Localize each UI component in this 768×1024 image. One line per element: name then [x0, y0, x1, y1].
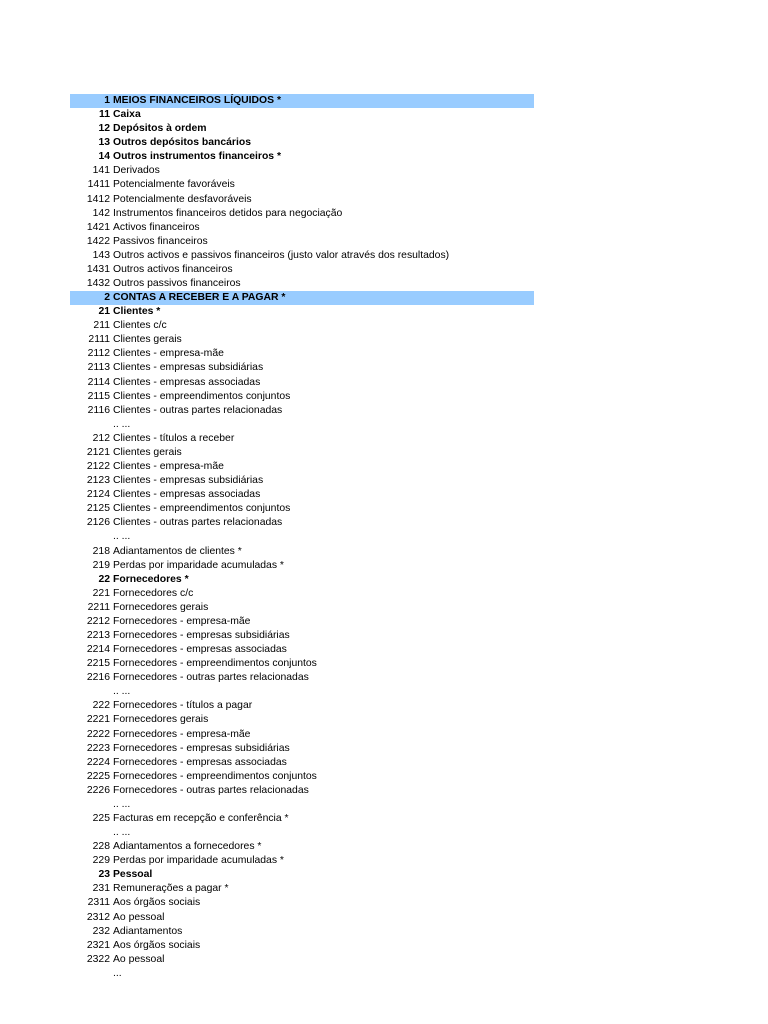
account-code: 14 [98, 151, 110, 163]
account-description: Fornecedores - outras partes relacionadas [113, 672, 309, 684]
account-row [70, 882, 534, 896]
account-code: 1422 [86, 235, 110, 247]
account-row [70, 629, 534, 643]
account-description: Fornecedores - empresas subsidiárias [113, 629, 290, 641]
account-row [70, 305, 534, 319]
account-code: 2222 [86, 728, 110, 740]
account-description: Facturas em recepção e conferência * [113, 812, 289, 824]
account-description: Fornecedores - empreendimentos conjuntos [113, 770, 317, 782]
account-row [70, 657, 534, 671]
account-row [70, 685, 534, 699]
account-code: 2321 [86, 939, 110, 951]
account-description: Fornecedores c/c [113, 587, 194, 599]
account-description: Fornecedores gerais [113, 601, 209, 613]
account-code: 12 [98, 123, 110, 135]
account-code: 228 [92, 841, 110, 853]
account-description: Fornecedores - empresas associadas [113, 756, 287, 768]
account-code: 221 [92, 587, 110, 599]
account-code: 232 [92, 925, 110, 937]
account-description: Clientes - outras partes relacionadas [113, 404, 283, 416]
account-description: Adiantamentos a fornecedores * [113, 841, 262, 853]
account-description: Clientes - empreendimentos conjuntos [113, 390, 291, 402]
account-code: 1431 [86, 263, 110, 275]
account-code: 2214 [86, 644, 110, 656]
section-header-row [70, 291, 534, 305]
account-code: 21 [98, 306, 110, 318]
account-row [70, 643, 534, 657]
account-description: Clientes - empresas associadas [113, 489, 261, 501]
account-description: ... [113, 967, 122, 979]
account-code: 2112 [87, 348, 110, 360]
account-row [70, 756, 534, 770]
account-code: 2224 [86, 756, 110, 768]
account-row [70, 404, 534, 418]
account-code: 2124 [86, 489, 110, 501]
account-description: Depósitos à ordem [113, 123, 207, 135]
account-code: 1412 [86, 193, 110, 205]
account-row [70, 221, 534, 235]
account-code: 1432 [86, 278, 110, 290]
account-row [70, 953, 534, 967]
account-code: 2221 [86, 714, 110, 726]
account-row [70, 263, 534, 277]
account-code: 2115 [87, 390, 110, 402]
account-row [70, 347, 534, 361]
account-description: Ao pessoal [113, 911, 165, 923]
account-description: Fornecedores - empresa-mãe [113, 615, 251, 627]
account-description: Clientes - empreendimentos conjuntos [113, 503, 291, 515]
account-row [70, 108, 534, 122]
account-row [70, 742, 534, 756]
account-row [70, 193, 534, 207]
section-header-row [70, 94, 534, 108]
account-row [70, 854, 534, 868]
account-description: Clientes - outras partes relacionadas [113, 517, 283, 529]
account-code: 2312 [86, 911, 110, 923]
account-code: 11 [99, 109, 110, 121]
account-description: Fornecedores - empresas associadas [113, 644, 287, 656]
account-code: 2223 [86, 742, 110, 754]
account-row [70, 502, 534, 516]
account-code: 141 [92, 165, 110, 177]
account-description: Passivos financeiros [113, 235, 208, 247]
account-description: Perdas por imparidade acumuladas * [113, 855, 284, 867]
account-row [70, 530, 534, 544]
account-code: 22 [98, 573, 110, 585]
account-row [70, 699, 534, 713]
account-row [70, 840, 534, 854]
account-description: Fornecedores gerais [113, 714, 209, 726]
account-description: Clientes - empresas subsidiárias [113, 362, 264, 374]
account-row [70, 361, 534, 375]
account-row [70, 812, 534, 826]
account-code: 2212 [86, 615, 110, 627]
account-description: Adiantamentos de clientes * [113, 545, 242, 557]
account-code: 2 [104, 292, 110, 304]
account-description: Fornecedores - outras partes relacionadas [113, 784, 309, 796]
account-description: Outros activos financeiros [113, 263, 233, 275]
account-code: 2113 [87, 362, 110, 374]
account-row [70, 432, 534, 446]
account-description: Clientes - empresas subsidiárias [113, 475, 264, 487]
account-description: Activos financeiros [113, 221, 200, 233]
account-row [70, 671, 534, 685]
account-row [70, 911, 534, 925]
account-row [70, 559, 534, 573]
account-description: .. ... [113, 798, 131, 810]
account-row [70, 460, 534, 474]
account-code: 2216 [86, 672, 110, 684]
account-row [70, 474, 534, 488]
account-row [70, 939, 534, 953]
account-description: Aos órgãos sociais [113, 897, 201, 909]
account-row [70, 418, 534, 432]
account-code: 2126 [86, 517, 110, 529]
account-row [70, 277, 534, 291]
account-description: MEIOS FINANCEIROS LÍQUIDOS * [113, 95, 281, 106]
account-row [70, 319, 534, 333]
account-description: .. ... [113, 686, 131, 698]
account-code: 1411 [87, 179, 110, 191]
account-code: 218 [92, 545, 110, 557]
account-code: 229 [92, 855, 110, 867]
account-code: 222 [92, 700, 110, 712]
account-code: 2225 [86, 770, 110, 782]
account-row [70, 122, 534, 136]
account-description: Clientes - empresas associadas [113, 376, 261, 388]
account-row [70, 770, 534, 784]
account-description: Outros passivos financeiros [113, 278, 241, 290]
account-description: Clientes gerais [113, 334, 182, 346]
account-row [70, 896, 534, 910]
account-description: Clientes - títulos a receber [113, 432, 235, 444]
account-description: Potencialmente favoráveis [113, 179, 235, 191]
account-code: 2116 [87, 404, 110, 416]
account-code: 1 [104, 95, 110, 106]
account-row [70, 601, 534, 615]
account-description: CONTAS A RECEBER E A PAGAR * [113, 292, 286, 304]
account-row [70, 545, 534, 559]
account-code: 13 [98, 137, 110, 149]
account-row [70, 178, 534, 192]
account-description: Perdas por imparidade acumuladas * [113, 559, 284, 571]
account-code: 211 [93, 320, 110, 332]
account-description: .. ... [113, 418, 131, 430]
account-code: 2111 [88, 334, 110, 346]
account-code: 143 [92, 249, 110, 261]
account-row [70, 446, 534, 460]
account-code: 2311 [87, 897, 110, 909]
account-row [70, 587, 534, 601]
chart-of-accounts-table [70, 94, 534, 981]
account-description: Potencialmente desfavoráveis [113, 193, 252, 205]
account-row [70, 728, 534, 742]
account-row [70, 713, 534, 727]
account-code: 142 [92, 207, 110, 219]
account-description: Fornecedores - títulos a pagar [113, 700, 253, 712]
account-description: .. ... [113, 531, 131, 543]
account-description: Ao pessoal [113, 953, 165, 965]
account-code: 2121 [86, 446, 110, 458]
account-code: 1421 [86, 221, 110, 233]
account-description: Outros instrumentos financeiros * [113, 151, 282, 163]
account-row [70, 868, 534, 882]
account-description: Clientes gerais [113, 446, 182, 458]
account-description: Fornecedores - empresa-mãe [113, 728, 251, 740]
account-row [70, 390, 534, 404]
account-description: Fornecedores * [113, 573, 189, 585]
account-row [70, 798, 534, 812]
account-code: 2122 [86, 461, 110, 473]
account-code: 2125 [86, 503, 110, 515]
account-description: Adiantamentos [113, 925, 183, 937]
account-row [70, 249, 534, 263]
account-code: 23 [98, 869, 110, 881]
account-code: 2213 [86, 629, 110, 641]
account-description: Fornecedores - empreendimentos conjuntos [113, 658, 317, 670]
account-row [70, 925, 534, 939]
account-description: Clientes c/c [113, 320, 167, 332]
account-description: Clientes - empresa-mãe [113, 461, 224, 473]
account-description: Remunerações a pagar * [113, 883, 229, 895]
account-code: 219 [92, 559, 110, 571]
account-description: Fornecedores - empresas subsidiárias [113, 742, 290, 754]
account-row [70, 573, 534, 587]
account-description: Caixa [113, 109, 141, 121]
account-row [70, 488, 534, 502]
account-description: Outros depósitos bancários [113, 137, 251, 149]
account-row [70, 784, 534, 798]
account-code: 2211 [87, 601, 110, 613]
account-row [70, 164, 534, 178]
account-row [70, 136, 534, 150]
account-code: 2114 [87, 376, 110, 388]
account-description: Derivados [113, 165, 160, 177]
account-description: Aos órgãos sociais [113, 939, 201, 951]
account-row [70, 333, 534, 347]
account-code: 2123 [86, 475, 110, 487]
account-code: 212 [92, 432, 110, 444]
account-description: Outros activos e passivos financeiros (justo valor através dos resultados) [113, 249, 450, 261]
account-description: .. ... [113, 827, 131, 839]
account-row [70, 516, 534, 530]
account-code: 2215 [86, 658, 110, 670]
account-code: 2322 [86, 953, 110, 965]
account-row [70, 207, 534, 221]
account-description: Clientes - empresa-mãe [113, 348, 224, 360]
account-row [70, 826, 534, 840]
account-code: 231 [92, 883, 110, 895]
account-description: Pessoal [113, 869, 153, 881]
account-description: Instrumentos financeiros detidos para negociação [113, 207, 343, 219]
account-row [70, 235, 534, 249]
account-code: 225 [92, 812, 110, 824]
account-row [70, 615, 534, 629]
account-row [70, 150, 534, 164]
account-description: Clientes * [113, 306, 161, 318]
account-row [70, 967, 534, 981]
account-code: 2226 [86, 784, 110, 796]
account-row [70, 376, 534, 390]
